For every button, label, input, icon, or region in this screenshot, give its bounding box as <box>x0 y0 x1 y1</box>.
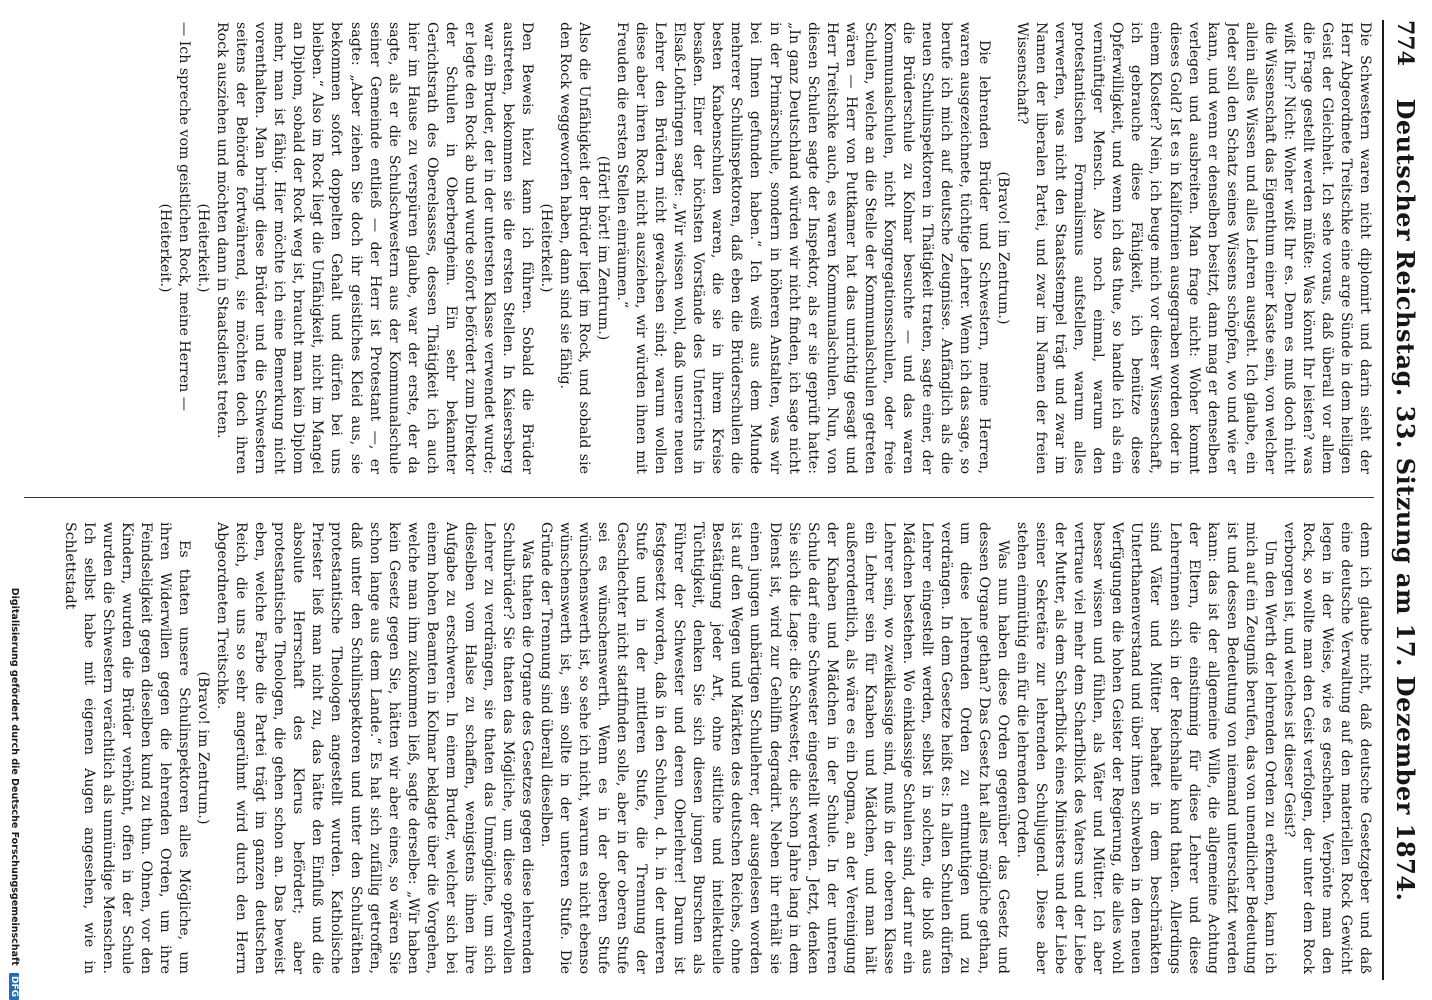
text-column-left <box>24 22 1374 474</box>
interjection: (Bravo! im Zentrum.) <box>995 171 1012 325</box>
running-title: Deutscher Reichstag. 33. Sitzung am 17. Dezember 1874. <box>1391 98 1420 902</box>
text-column-right <box>24 522 1374 974</box>
credit-text: Digitalisierung gefördert durch die Deutsche Forschungsgemeinschaft <box>9 587 20 966</box>
paragraph: Was thaten die Organe des Gesetzes gegen diese lehrenden Schulbrüder? Sie thaten das Mögliche, um diese opfervollen Lehrer zu verdrängen, sie thaten das Unmögliche, um sich dieselben vom Halse zu schaffen, wenigstens ihnen ihre Aufgabe zu erschweren. In einem Bruder, welcher sich bei einem hohen Beamten in Kolmar beklagte über die Vorgehen, welche man ihm zukommen ließ, sagte derselbe: „Wir haben kein Gesetz gegen Sie, hätten wir aber eines, so wären Sie schon lange aus dem Lande.“ Es hat sich zufällig getroffen, daß unter den Schulinspektoren und unter den Schulräthen protestantische Theologen angestellt wurden. Katholische Priester ließ man nicht zu, das hätte den Einfluß und die absolute Herrschaft des Klerus befördert; aber protestantische Theologen, die gehen schon an. Das beweist eben, welche Farbe die Partei trägt im ganzen deutschen Reich, die uns so sehr angerühmt wird durch den Herrn Abgeordneten Treitschke. <box>214 522 535 974</box>
interjection: (Heiterkeit.) <box>195 203 212 293</box>
paragraph: — Ich spreche vom geistlichen Rock, meine Herren — <box>176 22 193 411</box>
dfg-logo: DFG <box>9 973 19 1000</box>
interjection: (Heiterkeit.) <box>157 203 174 293</box>
digitization-credit <box>2 0 20 1000</box>
paragraph: Es thaten unsere Schulinspektoren alles Mögliche, um ihren Widerwillen gegen die lehrenden Orden, um ihre Feindseligkeit gegen dieselben kund zu thun. Ohnen, vor den Kindern, wurden die Brüder verhöhnt, offen in der Schule wurden die Schwestern verächtlich als unmündige Menschen. Ich selbst habe mit eigenen Augen angesehen, wie in Schlettstadt <box>61 522 193 974</box>
page-header <box>1382 20 1424 980</box>
paragraph: Also die Unfähigkeit der Brüder liegt im Rock, und sobald sie den Rock weggeworfen haben, dann sind sie fähig. <box>557 22 593 474</box>
page-number: 774 <box>1392 20 1418 66</box>
interjection: (Bravo! im Zentrum.) <box>195 671 212 825</box>
paragraph: Die lehrenden Brüder und Schwestern, meine Herren, waren ausgezeichnete, tüchtige Lehrer. Wenn ich das sage, so berufe ich mich auf deutsche Zeugnisse. Anfänglich als die neuen Schulinspektoren in Thätigkeit traten, sagte einer, der die Brüderschule zu Kolmar besuchte — und das waren Kommunalschulen, nicht Kongregationsschulen, oder freie Schulen, welche an die Stelle der Kommunalschulen getreten wären — Herr von Puttkamer hat das unrichtig gesagt und Herr Treitschke auch, es waren Kommunalschulen. Nun, von diesen Schulen sagte der Inspektor, als er sie geprüft hatte: „In ganz Deutschland würden wir nicht finden, ich sage nicht in der Primärschule, sondern in höheren Anstalten, was wir bei Ihnen gefunden haben.“ Ich weiß aus dem Munde mehrerer Schulinspektoren, daß eben die Brüderschulen die besten Knabenschulen waren, die sie in ihrem Kreise besaßen. Einer der höchsten Vorstände des Unterrichts in Elsaß-Lothringen sagte: „Wir wissen wohl, daß unsere neuen Lehrer den Brüdern nicht gewachsen sind; warum wollen diese aber ihren Rock nicht ausziehen, wir würden ihnen mit Freuden die ersten Stellen einräumen.“ <box>614 22 993 474</box>
interjection: (Hört! hört! im Zentrum.) <box>595 155 612 341</box>
interjection: (Heiterkeit.) <box>537 203 554 293</box>
paragraph: Den Beweis hiezu kann ich führen. Sobald die Brüder austreten, bekommen sie die ersten Stellen. In Kaisersberg war ein Bruder, der in der untersten Klasse verwendet wurde; er legte den Rock ab und wurde sofort befördert zum Direktor der Schulen in Oberbergheim. Ein sehr bekannter Gerichtsrath des Oberelsasses, dessen Thätigkeit ich auch hier im Hause zu verspüren glaube, war der erste, der da sagte, als er die Schulschwestern aus der Kommunalschule seiner Gemeinde entließ — der Herr ist Protestant —, er sagte: „Aber ziehen Sie doch ihr geistliches Kleid aus, sie bekommen sofort doppelten Gehalt und dürfen bei uns bleiben.“ Also im Rock liegt die Unfähigkeit, nicht im Mangel an Diplom, sobald der Rock weg ist, braucht man kein Diplom mehr, man ist fähig. Hier möchte ich eine Bemerkung nicht vorenthalten. Man bringt diese Brüder und die Schwestern seitens der Behörde fortwährend, sie möchten doch ihren Rock ausziehen und möchten dann in Staatsdienst treten. <box>214 22 535 474</box>
paragraph: Die Schwestern waren nicht diplomirt und darin sieht der Herr Abgeordnete Treitschke eine arge Sünde in dem heiligen Geist der Gleichheit. Ich sehe voraus, daß überall vor allem die Frage gestellt werden müßte: Was könnt Ihr leisten? was wißt Ihr? Nicht: Woher wißt Ihr es. Denn es muß doch nicht die Wissenschaft das Eigenthum einer Kaste sein, von welcher allein alles Wissen und alles Lehren ausgeht. Ich glaube, ein Jeder soll den Schatz seines Wissens schöpfen, wo und wie er kann, und wenn er denselben besitzt, dann mag er denselben verlegen und ausbreiten. Man frage nicht: Woher kommt dieses Gold? Ist es in Kalifornien ausgegraben worden oder in einem Kloster? Nein, ich beuge mich vor dieser Wissenschaft, ich gebrauche diese Fähigkeit, ich benütze diese Opferwilligkeit, und wenn ich das thue, so handle ich als ein vernünftiger Mensch. Also noch einmal, warum den protestantischen Formalismus aufstellen, warum alles verwerfen, was nicht den Staatsstempel trägt und zwar im Namen der liberalen Partei, und zwar im Namen der freien Wissenschaft? <box>1014 22 1373 474</box>
paragraph: denn ich glaube nicht, daß deutsche Gesetzgeber und daß eine deutsche Verwaltung auf den materiellen Rock Gewicht legen in der Weise, wie es geschehen. Verpönte man den Rock, so wollte man den Geist verfolgen, der unter dem Rock verborgen ist, und welches ist dieser Geist? <box>1280 522 1373 974</box>
paragraph: Was nun haben diese Orden gegenüber das Gesetz und dessen Organe gethan? Das Gesetz hat alles mögliche gethan, um diese lehrenden Orden zu entmuthigen und zu verdrängen. In dem Gesetze heißt es: In allen Schulen dürfen Lehrer eingestellt werden, selbst in solchen, die bloß aus Mädchen bestehen. Wo einklassige Schulen sind, darf nur ein Lehrer sein, wo zweiklassige sind, muß in der oberen Klasse ein Lehrer sein für Knaben und Mädchen, und man hält außerordentlich, als wäre es ein Dogma, an der Vereinigung der Knaben und Mädchen in der Schule. In der unteren Schule darf eine Schwester eingestellt werden. Jetzt, denken Sie sich die Lage: die Schwester, die schon Jahre lang in dem Dienst ist, wird zur Gehilfin degradirt. Neben ihr erhält sie einen jungen unbärtigen Schullehrer, der ausgelesen worden ist auf den Wegen und Märkten des deutschen Reiches, ohne Bestätigung jeder Art, ohne sittliche und intellektuelle Tüchtigkeit, denken Sie sich diesen jungen Burschen als Führer der Schwester und deren Oberlehrer! Darum ist festgesetzt worden, daß in den Schulen, d. h. in der unteren Stufe und in der mittleren Stufe, die Trennung der Geschlechter nicht stattfinden solle, aber in der oberen Stufe sei es wünschenswerth. Wenn es in der oberen Stufe wünschenswerth ist, so sehe ich nicht, warum es nicht ebenso wünschenswerth ist, sein sollte in der unteren Stufe. Die Gründe der Trennung sind überall dieselben. <box>537 522 1012 974</box>
column-divider <box>24 497 1374 498</box>
paragraph: Um den Werth der lehrenden Orden zu erkennen, kann ich mich auf ein Zeugniß berufen, das von unendlicher Bedeutung ist und dessen Bedeutung von niemand unterschätzt werden kann: das ist der allgemeine Wille, die allgemeine Achtung der Eltern, die einstimmig für diese Lehrer und diese Lehrerinnen sich in der Reichshalle kund thaten. Allerdings sind Väter und Mütter behaftet in dem beschränkten Unterthanenverstand und über ihnen schweben in den neuen Verfügungen die hohen Geister der Regierung, die alles wohl besser wissen und fühlen, als Väter und Mütter. Ich aber vertraue viel mehr dem Scharfblick des Vaters und der Liebe der Mutter, als dem Scharfblick eines Ministers und der Liebe seiner Sekretäre zur lehrenden Schuljugend. Diese aber stehen einmüthig ein für die lehrenden Orden. <box>1014 522 1278 974</box>
